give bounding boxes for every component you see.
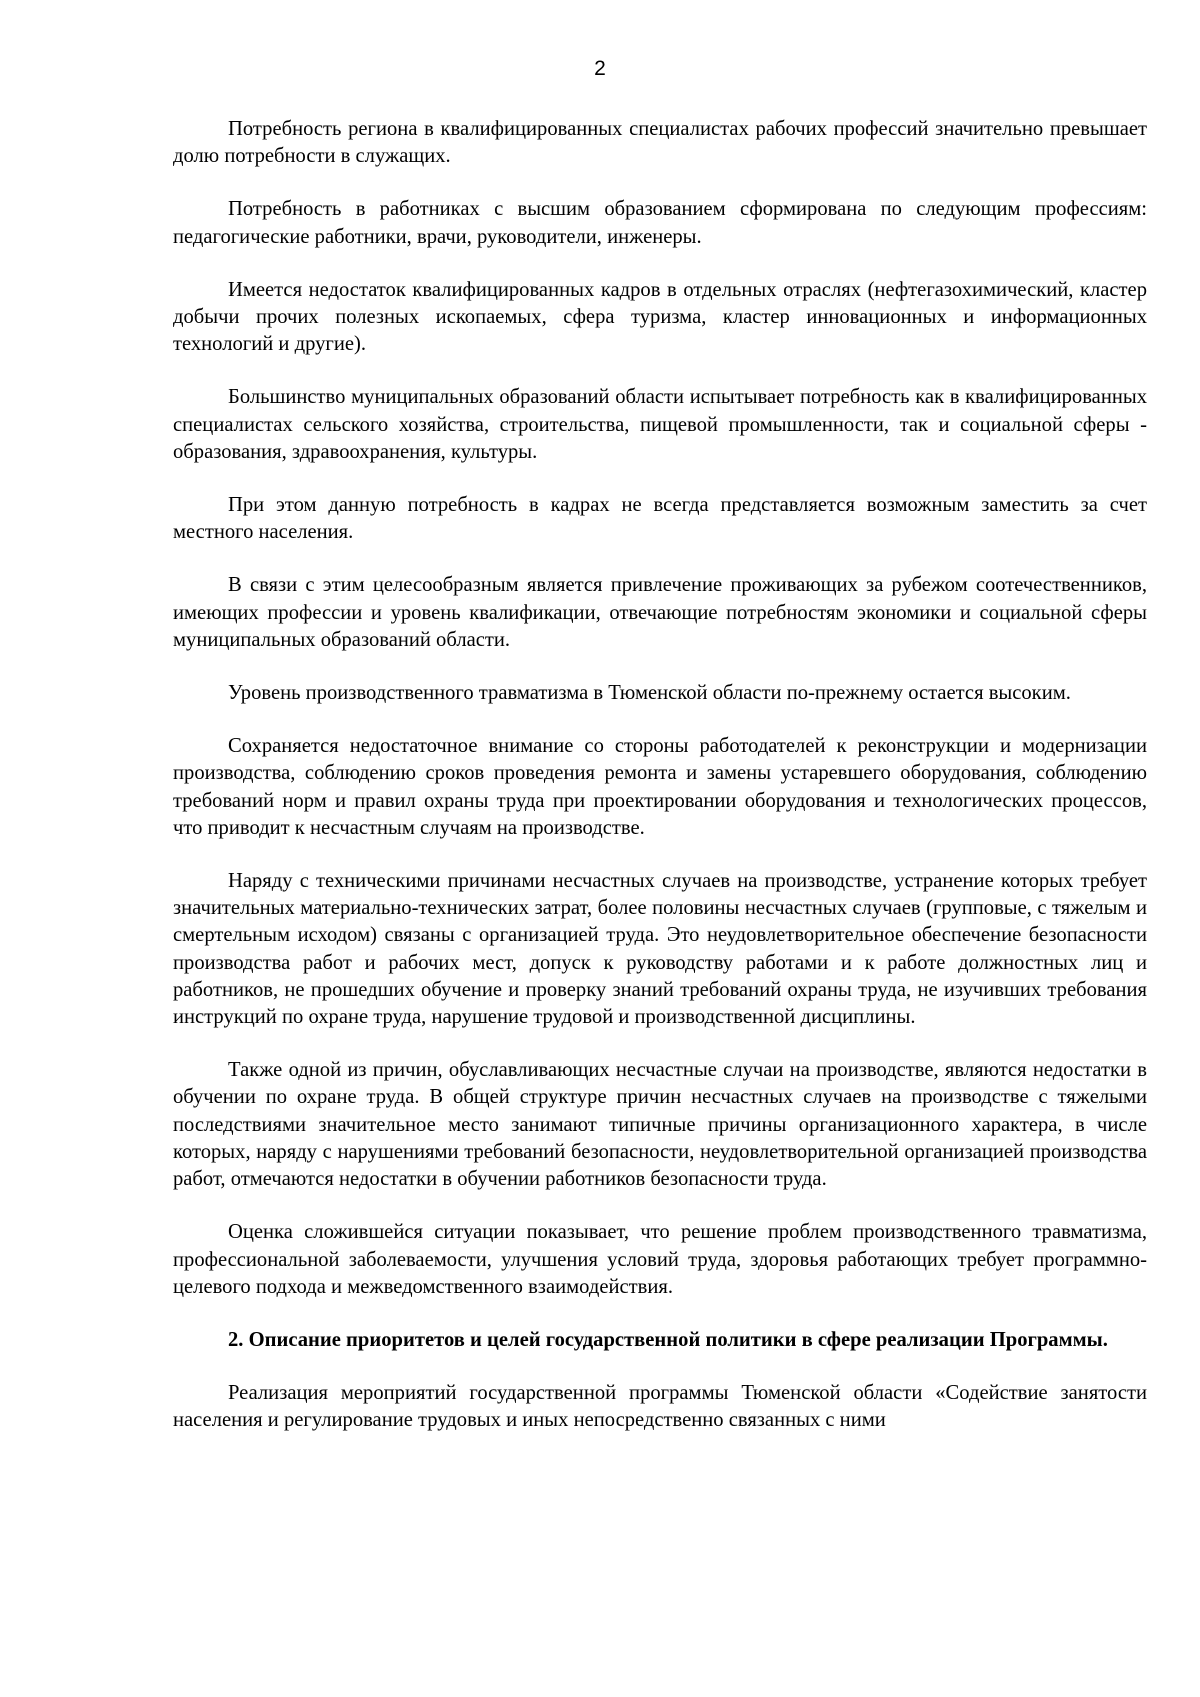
- paragraph: Уровень производственного травматизма в Тюменской области по-прежнему остается высоким.: [228, 682, 1071, 705]
- paragraph: Также одной из причин, обуславливающих несчастные случаи на производстве, являются недостатки в обучении по охране труда. В общей структуре причин несчастных случаев на производстве с тяжелыми последствиями значительное место занимают типичные причины организационного характера, в числе которых, наряду с нарушениями требований безопасности, неудовлетворительной организацией производства работ, отмечаются недостатки в обучении работников безопасности труда.: [173, 1059, 1147, 1191]
- paragraph: Реализация мероприятий государственной программы Тюменской области «Содействие занятости населения и регулирование трудовых и иных непосредственно связанных с ними: [173, 1382, 1147, 1432]
- paragraph: Имеется недостаток квалифицированных кадров в отдельных отраслях (нефтегазохимический, кластер добычи прочих полезных ископаемых, сфера туризма, кластер инновационных и информационных технологий и другие).: [173, 278, 1147, 356]
- paragraph: В связи с этим целесообразным является привлечение проживающих за рубежом соотечественников, имеющих профессии и уровень квалификации, отвечающие потребностям экономики и социальной сферы муниципальных образований области.: [173, 574, 1147, 651]
- paragraph: Потребность региона в квалифицированных специалистах рабочих профессий значительно превышает долю потребности в служащих.: [173, 118, 1147, 168]
- paragraph: Потребность в работниках с высшим образованием сформирована по следующим профессиям: педагогические работники, врачи, руководители, инженеры.: [173, 198, 1147, 248]
- page-number: 2: [594, 57, 606, 80]
- paragraph: Сохраняется недостаточное внимание со стороны работодателей к реконструкции и модернизации производства, соблюдению сроков проведения ремонта и замены устаревшего оборудования, соблюдению требований норм и правил охраны труда при проектировании оборудования и технологических процессов, что приводит к несчастным случаям на производстве.: [173, 735, 1147, 839]
- paragraph: Наряду с техническими причинами несчастных случаев на производстве, устранение которых требует значительных материально-технических затрат, более половины несчастных случаев (групповые, с тяжелым и смертельным исходом) связаны с организацией труда. Это неудовлетворительное обеспечение безопасности производства работ и рабочих мест, допуск к руководству работами и к работе должностных лиц и работников, не прошедших обучение и проверку знаний требований охраны труда, не изучивших требования инструкций по охране труда, нарушение трудовой и производственной дисциплины.: [173, 870, 1147, 1029]
- paragraph: Оценка сложившейся ситуации показывает, что решение проблем производственного травматизма, профессиональной заболеваемости, улучшения условий труда, здоровья работающих требует программно-целевого подхода и межведомственного взаимодействия.: [173, 1221, 1147, 1298]
- section-heading: 2. Описание приоритетов и целей государственной политики в сфере реализации Программы.: [228, 1328, 1108, 1351]
- document-body: [173, 116, 1147, 1461]
- paragraph: При этом данную потребность в кадрах не всегда представляется возможным заместить за счет местного населения.: [173, 494, 1147, 544]
- paragraph: Большинство муниципальных образований области испытывает потребность как в квалифицированных специалистах сельского хозяйства, строительства, пищевой промышленности, так и социальной сферы - образования, здравоохранения, культуры.: [173, 386, 1147, 463]
